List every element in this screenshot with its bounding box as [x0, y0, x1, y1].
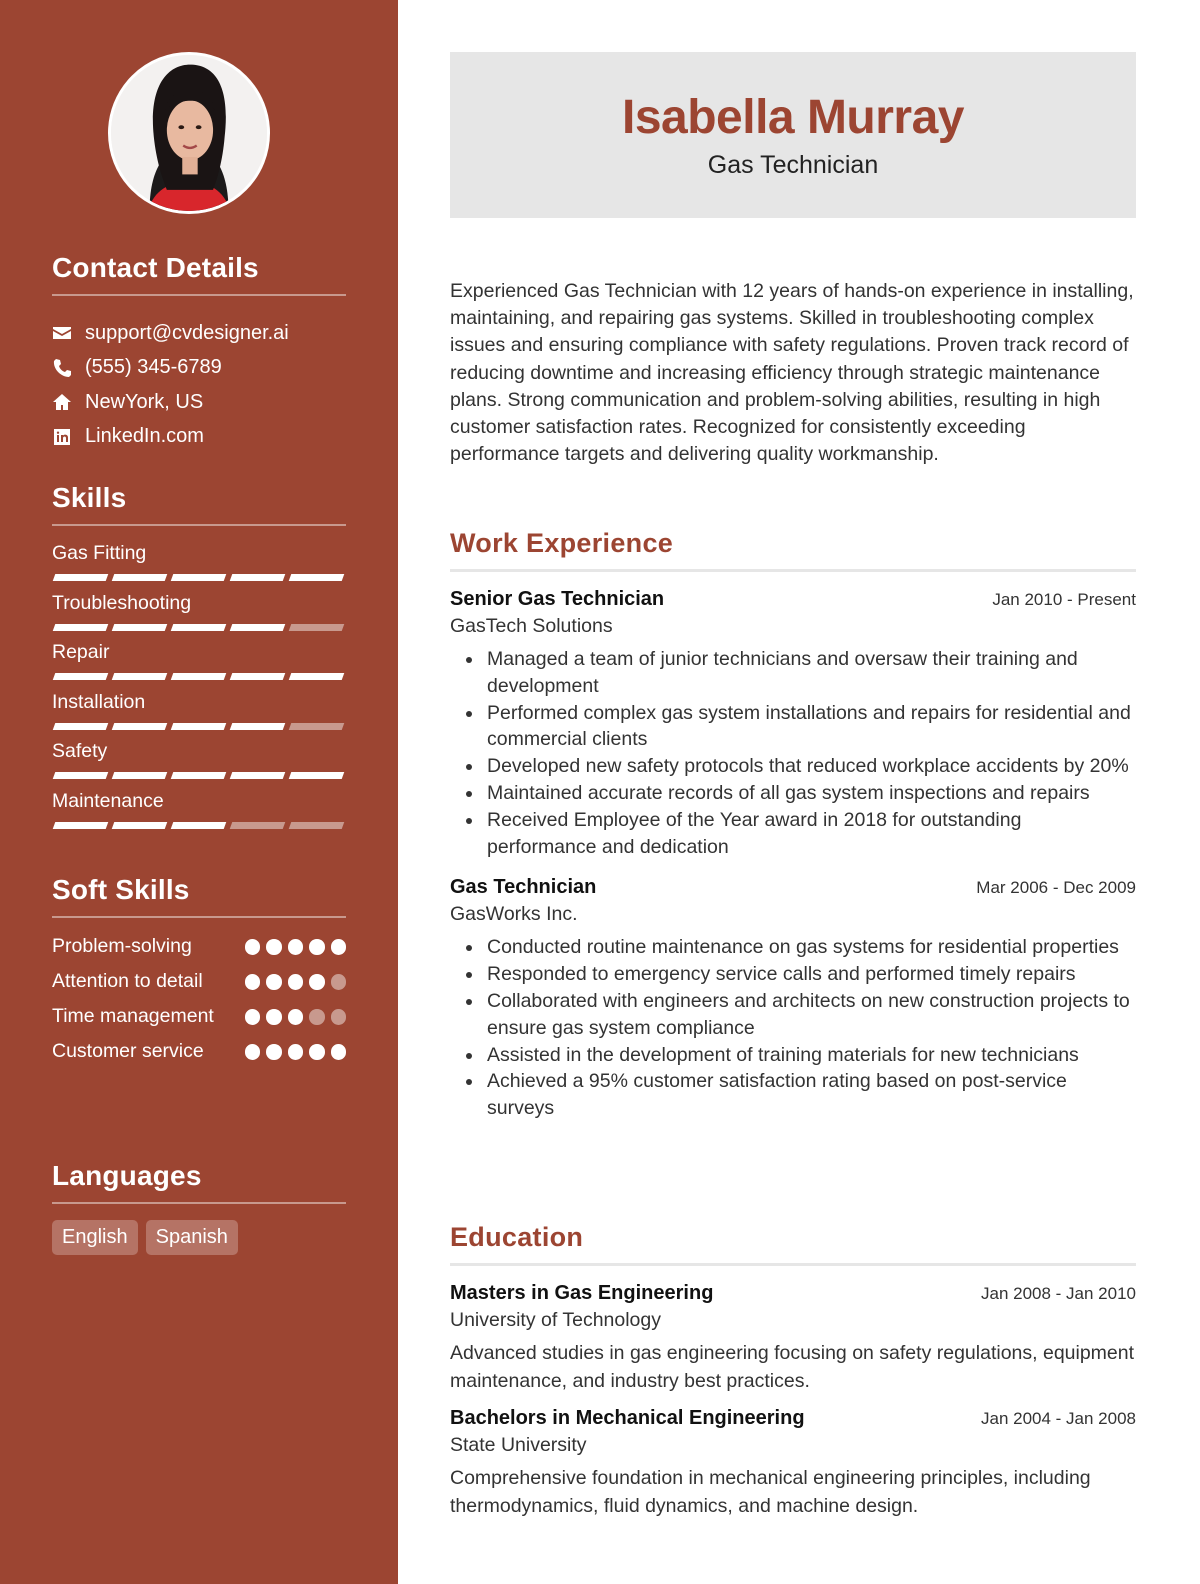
- skill-bar-filled: [230, 624, 286, 631]
- skill-item: [52, 691, 346, 741]
- skill-bar-filled: [53, 673, 109, 680]
- soft-skills-list: [52, 933, 346, 1065]
- skill-item: [52, 790, 346, 840]
- education-dates: Jan 2004 - Jan 2008: [980, 1409, 1136, 1428]
- job-bullets: [450, 934, 1136, 1122]
- skill-name: Repair: [52, 641, 110, 663]
- job-bullet: Conducted routine maintenance on gas systems for residential properties: [487, 934, 1136, 961]
- phone-icon: [52, 358, 72, 378]
- job-dates: Jan 2010 - Present: [992, 590, 1136, 609]
- school-name: University of Technology: [450, 1309, 661, 1331]
- home-icon: [52, 392, 72, 412]
- linkedin-icon: [52, 427, 72, 447]
- skill-bar-filled: [289, 574, 345, 581]
- education-entry: [450, 1407, 1136, 1520]
- rating-dot-filled: [309, 939, 325, 955]
- work-experience-heading: Work Experience: [450, 528, 1136, 572]
- contact-location: [52, 385, 346, 420]
- skill-item: [52, 542, 346, 592]
- skill-name: Safety: [52, 740, 108, 762]
- rating-dot-filled: [331, 939, 347, 955]
- soft-skills-heading: Soft Skills: [52, 874, 346, 918]
- job-bullet: Achieved a 95% customer satisfaction rating based on post-service surveys: [487, 1068, 1136, 1122]
- skill-name: Troubleshooting: [52, 591, 192, 614]
- avatar: [108, 52, 270, 214]
- skill-bar-empty: [289, 624, 345, 631]
- job-bullet: Performed complex gas system installations and repairs for residential and commercial clients: [487, 700, 1136, 754]
- skill-bar-filled: [289, 772, 345, 779]
- job-bullet: Received Employee of the Year award in 2018 for outstanding performance and dedication: [487, 807, 1136, 861]
- job-title: Senior Gas Technician: [450, 588, 665, 610]
- skill-level-bars: [54, 673, 343, 680]
- language-tags: [52, 1220, 346, 1255]
- skill-item: [52, 641, 346, 691]
- sidebar: [0, 0, 398, 1584]
- degree-title: Masters in Gas Engineering: [450, 1282, 714, 1304]
- soft-skills-section: [52, 874, 346, 1073]
- education-section: [450, 1222, 1136, 1520]
- job-entry: [450, 588, 1136, 860]
- soft-skill-name: Attention to detail: [52, 970, 203, 992]
- skills-heading: Skills: [52, 482, 346, 526]
- skill-level-bars: [54, 723, 343, 730]
- name-header: [450, 52, 1136, 218]
- rating-dot-empty: [331, 974, 347, 990]
- rating-dot-filled: [288, 1044, 304, 1060]
- rating-dot-filled: [266, 1009, 282, 1025]
- education-heading: Education: [450, 1222, 1136, 1266]
- profile-photo: [111, 55, 267, 211]
- rating-dot-filled: [245, 974, 261, 990]
- profile-summary: Experienced Gas Technician with 12 years of hands-on experience in installing, maintaining, and repairing gas systems. Skilled in troubleshooting complex issues and ensuring compliance with safety regulations. Proven track record of reducing downtime and increasing efficiency through strategic maintenance plans. Strong communication and problem-solving abilities, resulting in high customer satisfaction rates. Recognized for consistently exceeding performance targets and delivering quality workmanship.: [450, 280, 1134, 466]
- skill-bar-filled: [112, 673, 168, 680]
- rating-dot-filled: [288, 1009, 304, 1025]
- job-title: Gas Technician: [450, 876, 597, 899]
- skill-bar-filled: [171, 624, 227, 631]
- skill-name: Gas Fitting: [52, 542, 147, 564]
- work-experience-section: [450, 528, 1136, 1122]
- skill-item: [52, 592, 346, 642]
- rating-dot-filled: [288, 974, 304, 990]
- soft-skill-rating: [245, 1003, 347, 1025]
- rating-dot-filled: [309, 1044, 325, 1060]
- rating-dot-filled: [266, 939, 282, 955]
- skill-bar-filled: [112, 574, 168, 581]
- degree-title: Bachelors in Mechanical Engineering: [450, 1407, 805, 1429]
- job-bullet: Responded to emergency service calls and performed timely repairs: [487, 961, 1136, 988]
- skill-bar-filled: [53, 624, 109, 631]
- envelope-icon: [52, 323, 72, 343]
- contact-phone[interactable]: [52, 351, 346, 386]
- company-name: GasWorks Inc.: [450, 903, 578, 926]
- skill-bar-filled: [289, 673, 345, 680]
- rating-dot-filled: [309, 974, 325, 990]
- skill-bar-filled: [53, 822, 109, 829]
- languages-heading: Languages: [52, 1160, 346, 1204]
- skill-name: Maintenance: [52, 789, 164, 812]
- candidate-name: Isabella Murray: [622, 91, 964, 144]
- language-tag: Spanish: [146, 1220, 238, 1255]
- skill-bar-filled: [171, 574, 227, 581]
- skill-bar-filled: [230, 772, 286, 779]
- soft-skill-item: [52, 968, 346, 995]
- rating-dot-empty: [331, 1009, 347, 1025]
- soft-skill-rating: [245, 933, 347, 955]
- soft-skill-item: [52, 1003, 346, 1030]
- skill-bar-filled: [171, 772, 227, 779]
- soft-skill-rating: [245, 1038, 347, 1060]
- job-bullets: [450, 646, 1136, 860]
- location-text: NewYork, US: [85, 390, 204, 413]
- job-bullet: Assisted in the development of training materials for new technicians: [487, 1042, 1136, 1069]
- education-dates: Jan 2008 - Jan 2010: [980, 1284, 1136, 1303]
- skill-bar-filled: [53, 723, 109, 730]
- skills-section: [52, 482, 346, 839]
- skill-bar-filled: [230, 574, 286, 581]
- rating-dot-empty: [309, 1009, 325, 1025]
- contact-linkedin[interactable]: [52, 420, 346, 455]
- skill-name: Installation: [52, 690, 146, 713]
- candidate-title: Gas Technician: [707, 151, 879, 179]
- skill-bar-empty: [289, 822, 345, 829]
- skill-bar-filled: [171, 822, 227, 829]
- phone-text: (555) 345-6789: [85, 356, 222, 379]
- skill-bar-empty: [230, 822, 286, 829]
- linkedin-text: LinkedIn.com: [85, 425, 204, 448]
- soft-skill-name: Time management: [52, 1005, 214, 1027]
- contact-email[interactable]: [52, 316, 346, 351]
- skill-bar-filled: [53, 574, 109, 581]
- rating-dot-filled: [288, 939, 304, 955]
- soft-skill-name: Problem-solving: [52, 935, 192, 957]
- skill-level-bars: [54, 822, 343, 829]
- job-bullet: Collaborated with engineers and architects on new construction projects to ensure gas system compliance: [487, 988, 1136, 1042]
- skill-level-bars: [54, 574, 343, 581]
- skill-bar-filled: [112, 723, 168, 730]
- skill-bar-filled: [171, 723, 227, 730]
- company-name: GasTech Solutions: [450, 615, 613, 637]
- education-entry: [450, 1282, 1136, 1395]
- skill-bar-filled: [112, 822, 168, 829]
- soft-skill-item: [52, 1038, 346, 1065]
- job-entry: [450, 876, 1136, 1122]
- rating-dot-filled: [331, 1044, 347, 1060]
- soft-skill-rating: [245, 968, 347, 990]
- email-text: support@cvdesigner.ai: [85, 321, 289, 344]
- languages-section: [52, 1160, 346, 1255]
- education-description: Advanced studies in gas engineering focusing on safety regulations, equipment maintenance, and industry best practices.: [450, 1342, 1135, 1392]
- rating-dot-filled: [245, 1044, 261, 1060]
- skill-bar-empty: [289, 723, 345, 730]
- job-bullet: Maintained accurate records of all gas system inspections and repairs: [487, 780, 1136, 807]
- skill-item: [52, 740, 346, 790]
- job-dates: Mar 2006 - Dec 2009: [976, 878, 1136, 898]
- contact-section: [52, 252, 346, 454]
- soft-skill-name: Customer service: [52, 1040, 204, 1062]
- skill-bar-filled: [53, 772, 109, 779]
- rating-dot-filled: [245, 1009, 261, 1025]
- skill-bar-filled: [112, 772, 168, 779]
- education-description: Comprehensive foundation in mechanical engineering principles, including thermodynamics, fluid dynamics, and machine design.: [450, 1467, 1091, 1517]
- rating-dot-filled: [266, 1044, 282, 1060]
- job-bullet: Managed a team of junior technicians and oversaw their training and development: [487, 646, 1136, 700]
- rating-dot-filled: [266, 974, 282, 990]
- skill-bar-filled: [230, 723, 286, 730]
- skill-level-bars: [54, 624, 343, 631]
- school-name: State University: [450, 1434, 587, 1456]
- skill-bar-filled: [112, 624, 168, 631]
- rating-dot-filled: [245, 939, 261, 955]
- job-bullet: Developed new safety protocols that reduced workplace accidents by 20%: [487, 753, 1136, 780]
- soft-skill-item: [52, 933, 346, 960]
- skill-level-bars: [54, 772, 343, 779]
- skills-list: [52, 542, 346, 839]
- skill-bar-filled: [230, 673, 286, 680]
- language-tag: English: [52, 1220, 138, 1255]
- contact-heading: Contact Details: [52, 252, 346, 296]
- skill-bar-filled: [171, 673, 227, 680]
